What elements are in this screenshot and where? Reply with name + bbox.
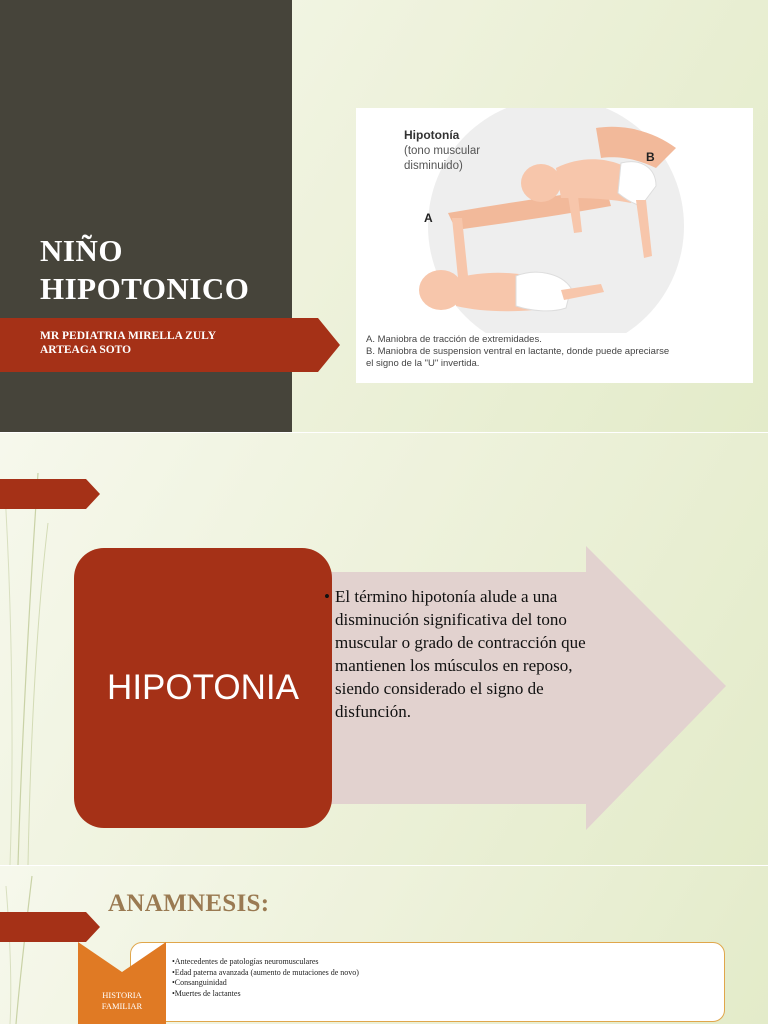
red-tab-marker-3 <box>0 912 100 942</box>
list-item: •Consanguinidad <box>172 978 227 987</box>
bullet-glyph: • <box>324 587 330 606</box>
figure-caption <box>366 334 751 370</box>
author-line-1: MR PEDIATRIA MIRELLA ZULY <box>40 330 217 342</box>
figure-label-a: A <box>424 211 433 225</box>
tag-line-1: HISTORIA <box>102 990 142 1000</box>
definition-text-block <box>324 585 615 723</box>
caption-line-1: A. Maniobra de tracción de extremidades. <box>366 334 542 345</box>
caption-line-2: B. Maniobra de suspension ventral en lactante, donde puede apreciarse <box>366 346 670 357</box>
definition-text: El término hipotonía alude a una disminución significativa del tono muscular o grado de contracción que mantienen los músculos en reposo, siendo considerado el signo de disfunción. <box>335 587 586 721</box>
tag-label <box>78 990 166 1012</box>
title-line-2: HIPOTONICO <box>40 271 250 306</box>
presentation-title <box>40 232 290 308</box>
list-item: •Muertes de lactantes <box>172 988 241 998</box>
decorative-grass-lines-3 <box>0 866 80 1024</box>
list-item: •Edad paterna avanzada (aumento de mutaciones de novo) <box>172 967 359 977</box>
tag-line-2: FAMILIAR <box>101 1001 143 1011</box>
figure-label-b: B <box>646 150 655 164</box>
caption-line-3: el signo de la "U" invertida. <box>366 358 480 369</box>
author-line-2: ARTEAGA SOTO <box>40 344 132 356</box>
hipotonia-box <box>74 548 332 828</box>
hypotonia-illustration <box>356 108 753 383</box>
figure-subheading <box>404 144 514 174</box>
list-item: •Antecedentes de patologías neuromusculares <box>172 957 319 966</box>
figure-heading: Hipotonía <box>404 128 460 142</box>
author-name <box>40 329 270 357</box>
title-line-1: NIÑO <box>40 233 123 268</box>
hipotonia-box-title: HIPOTONIA <box>107 668 299 707</box>
title-slide <box>0 0 768 432</box>
anamnesis-slide <box>0 866 768 1024</box>
anamnesis-title: ANAMNESIS: <box>108 890 270 917</box>
family-history-list <box>172 957 712 999</box>
historia-familiar-tag <box>78 942 166 1024</box>
definition-slide <box>0 433 768 865</box>
figure-subheading-line-2: disminuido) <box>404 160 463 172</box>
red-tab-marker <box>0 479 100 509</box>
figure-subheading-line-1: (tono muscular <box>404 145 481 157</box>
